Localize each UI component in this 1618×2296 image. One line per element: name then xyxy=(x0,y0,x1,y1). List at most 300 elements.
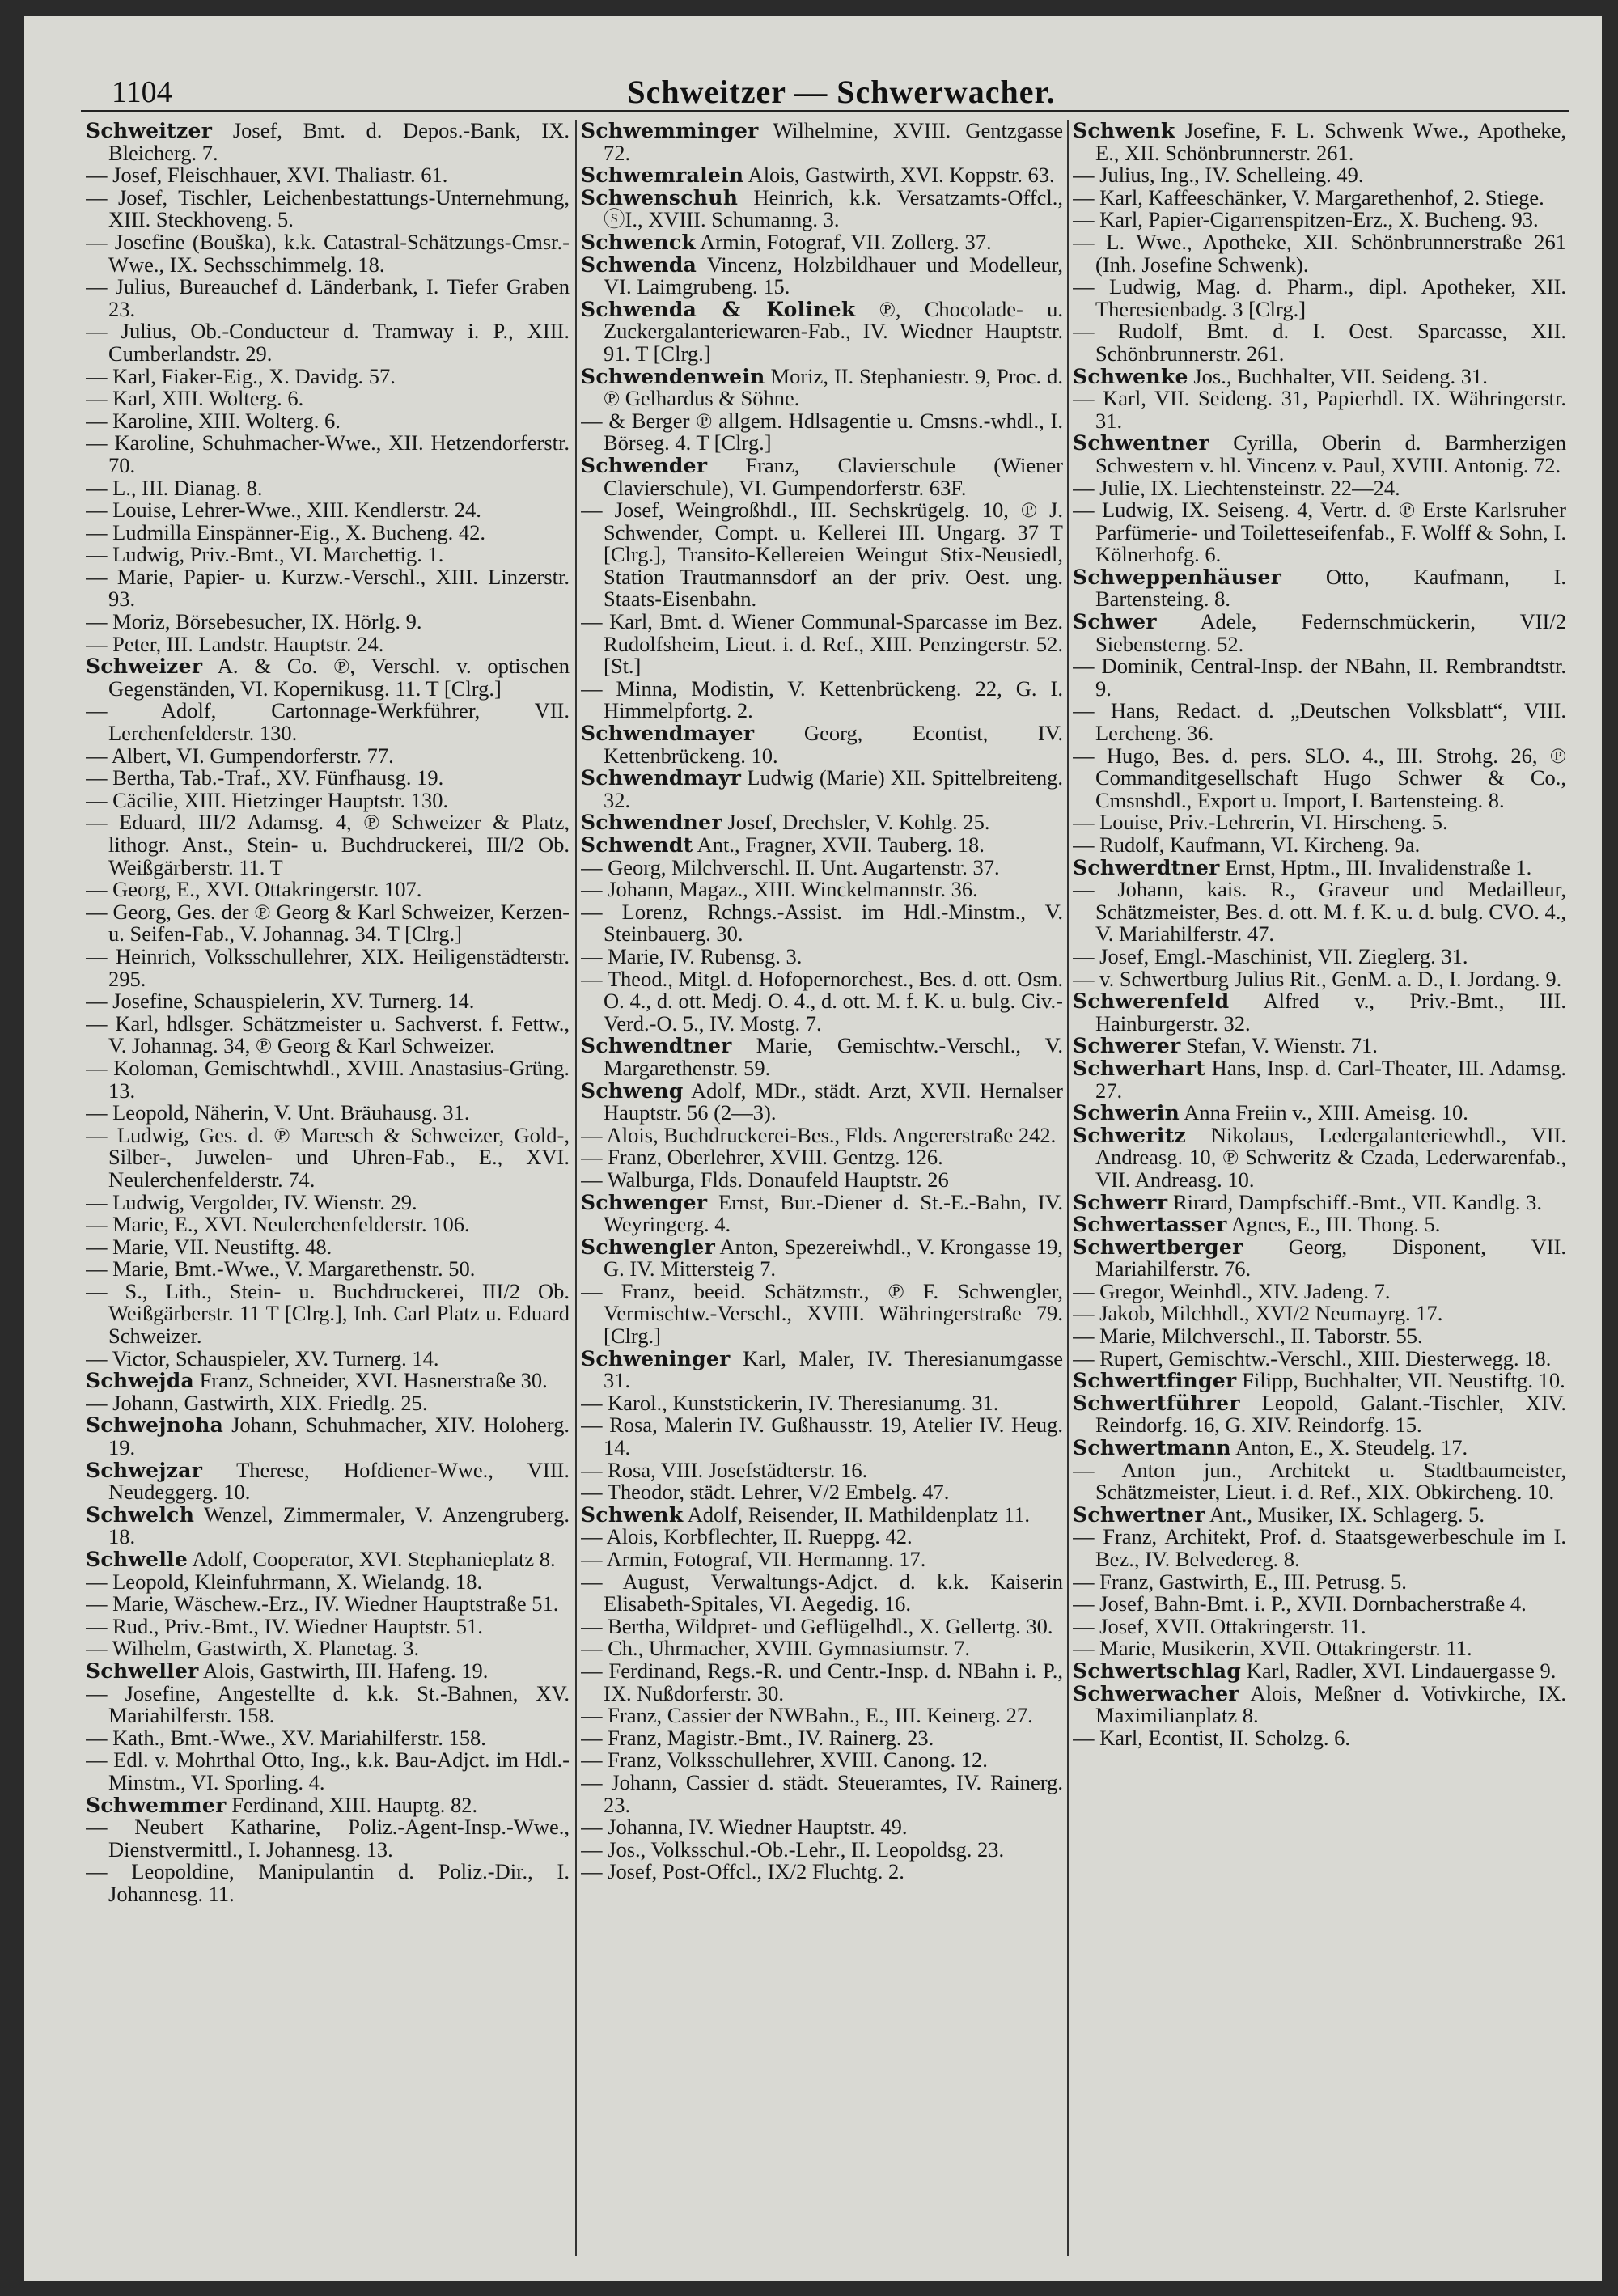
entry-details: Alfred v., Priv.-Bmt., III. Hainburgerstr. 32. xyxy=(1095,989,1566,1036)
entry-details: — v. Schwertburg Julius Rit., GenM. a. D., I. Jordang. 9. xyxy=(1073,966,1562,991)
entry-details: Armin, Fotograf, VII. Zollerg. 37. xyxy=(696,229,992,254)
entry-details: — Bertha, Tab.-Traf., XV. Fünfhausg. 19. xyxy=(86,765,444,790)
entry-details: Adolf, Reisender, II. Mathildenplatz 11. xyxy=(683,1502,1030,1527)
directory-entry xyxy=(581,1146,1063,1169)
entry-details: — S., Lith., Stein- u. Buchdruckerei, III/2 Ob. Weißgärberstr. 11 T [Clrg.], Inh. Carl Platz u. Eduard Schweizer. xyxy=(86,1278,570,1349)
entry-surname: Schwendner xyxy=(581,811,722,835)
entry-details: Wenzel, Zimmermaler, V. Anzengruberg. 18. xyxy=(108,1502,570,1549)
entry-details: Ant., Fragner, XVII. Tauberg. 18. xyxy=(693,832,985,857)
entry-details: — Minna, Modistin, V. Kettenbrückeng. 22, G. I. Himmelpfortg. 2. xyxy=(581,676,1063,723)
entry-details: — Gregor, Weinhdl., XIV. Jadeng. 7. xyxy=(1073,1278,1391,1303)
entry-details: — Josef, Weingroßhdl., III. Sechskrügelg. 10, ℗ J. Schwender, Compt. u. Kellerei III. Ungarg. 37 T [Clrg.], Transito-Kellereien Weingut Stix-Neusiedl, Station Trautmannsdorf an der priv. Oest. ung. Staats-Eisenbahn. xyxy=(581,498,1063,612)
entry-surname: Schweppenhäuser xyxy=(1073,565,1282,589)
entry-details: Nikolaus, Ledergalanteriewhdl., VII. Andreasg. 10, ℗ Schweritz & Czada, Lederwarenfab., VII. Andreasg. 10. xyxy=(1095,1122,1566,1192)
entry-details: — Marie, E., XVI. Neulerchenfelderstr. 106. xyxy=(86,1212,470,1237)
entry-details: Vincenz, Holzbildhauer und Modelleur, VI. Laimgrubeng. 15. xyxy=(604,252,1063,299)
entry-surname: Schwerin xyxy=(1073,1101,1180,1125)
directory-entry xyxy=(86,1278,570,1349)
entry-surname: Schwenke xyxy=(1073,364,1188,388)
directory-entry xyxy=(86,1414,570,1459)
directory-entry xyxy=(581,1705,1063,1727)
entry-details: — Ferdinand, Regs.-R. und Centr.-Insp. d. NBahn i. P., IX. Nußdorferstr. 30. xyxy=(581,1658,1063,1705)
entry-surname: Schwenger xyxy=(581,1190,708,1214)
entry-details: — Julie, IX. Liechtensteinstr. 22—24. xyxy=(1073,475,1400,500)
directory-entry xyxy=(86,184,570,232)
entry-details: — Georg, E., XVI. Ottakringerstr. 107. xyxy=(86,877,422,902)
directory-entry xyxy=(581,1749,1063,1772)
entry-details: — Neubert Katharine, Poliz.-Agent-Insp.-Wwe., Dienstvermittl., I. Johannesg. 13. xyxy=(86,1815,570,1862)
entry-details: — Georg, Ges. der ℗ Georg & Karl Schweizer, Kerzen- u. Seifen-Fab., V. Johannag. 34. T [Clrg.] xyxy=(86,899,570,947)
directory-entry xyxy=(1073,1035,1566,1057)
directory-entry xyxy=(1073,1278,1566,1303)
directory-entry xyxy=(86,1102,570,1125)
entry-details: — Josefine, Angestellte d. k.k. St.-Bahnen, XV. Mariahilferstr. 158. xyxy=(86,1680,570,1728)
entry-details: Agnes, E., III. Thong. 5. xyxy=(1226,1212,1441,1237)
page-title: Schweitzer — Schwerwacher. xyxy=(627,74,1056,110)
directory-entry xyxy=(581,1836,1063,1862)
entry-details: — Leopold, Näherin, V. Unt. Bräuhausg. 31. xyxy=(86,1100,470,1125)
directory-entry xyxy=(581,611,1063,678)
entry-details: — Julius, Ing., IV. Schelleing. 49. xyxy=(1073,163,1364,188)
entry-details: — Josef, Fleischhauer, XVI. Thaliastr. 61. xyxy=(86,163,448,188)
entry-surname: Schwemralein xyxy=(581,163,744,188)
entry-details: — Marie, IV. Rubensg. 3. xyxy=(581,943,803,968)
entry-details: — Franz, Oberlehrer, XVIII. Gentzg. 126. xyxy=(581,1145,943,1170)
entry-surname: Schwenk xyxy=(1073,120,1175,142)
directory-entry xyxy=(1073,209,1566,231)
entry-surname: Schwerdtner xyxy=(1073,855,1220,879)
directory-entry xyxy=(1073,990,1566,1035)
entry-surname: Schwendmayr xyxy=(581,766,742,790)
directory-entry xyxy=(86,1613,570,1638)
directory-entry xyxy=(1073,1392,1566,1437)
entry-details: — Bertha, Wildpret- und Geflügelhdl., X. Gellertg. 30. xyxy=(581,1613,1053,1638)
entry-details: Ludwig (Marie) XII. Spittelbreiteng. 32. xyxy=(604,765,1063,812)
column-1 xyxy=(86,120,570,2256)
entry-details: — Johann, Magaz., XIII. Winckelmannstr. 36. xyxy=(581,877,978,902)
directory-entry xyxy=(86,611,570,633)
directory-entry xyxy=(581,1637,1063,1660)
entry-details: — Karl, Papier-Cigarrenspitzen-Erz., X. Bucheng. 93. xyxy=(1073,207,1539,232)
directory-entry xyxy=(86,1794,570,1817)
directory-entry xyxy=(1073,1593,1566,1616)
directory-entry xyxy=(581,1660,1063,1705)
entry-details: — Johann, Cassier d. städt. Steueramtes, IV. Rainerg. 23. xyxy=(581,1769,1063,1817)
directory-entry xyxy=(86,231,570,276)
entry-details: — Marie, Milchverschl., II. Taborstr. 55. xyxy=(1073,1324,1423,1349)
entry-details: — Karoline, XIII. Wolterg. 6. xyxy=(86,408,341,433)
directory-entry xyxy=(86,1392,570,1415)
directory-entry xyxy=(86,1459,570,1504)
entry-details: Cyrilla, Oberin d. Barmherzigen Schwestern v. hl. Vincenz v. Paul, XVIII. Antonig. 72. xyxy=(1095,430,1566,477)
entry-surname: Schwerenfeld xyxy=(1073,989,1230,1014)
directory-entry xyxy=(86,745,570,768)
entry-surname: Schwertner xyxy=(1073,1502,1205,1527)
directory-entry xyxy=(581,1080,1063,1125)
directory-entry xyxy=(86,901,570,946)
directory-entry xyxy=(1073,943,1566,968)
directory-entry xyxy=(86,410,570,433)
directory-entry xyxy=(581,1236,1063,1281)
entry-details: — L. Wwe., Apotheke, XII. Schönbrunnerstraße 261 (Inh. Josefine Schwenk). xyxy=(1073,229,1566,277)
directory-entry xyxy=(581,1459,1063,1482)
directory-entry xyxy=(1073,854,1566,879)
entry-surname: Schwenda xyxy=(581,252,697,277)
directory-entry xyxy=(86,1010,570,1058)
directory-entry xyxy=(1073,655,1566,700)
entry-details: — Heinrich, Volksschullehrer, XIX. Heiligenstädterstr. 295. xyxy=(86,943,570,991)
directory-entry xyxy=(86,1749,570,1794)
directory-entry xyxy=(1073,1504,1566,1527)
entry-details: — August, Verwaltungs-Adjct. d. k.k. Kaiserin Elisabeth-Spitales, VI. Aegedig. 16. xyxy=(581,1569,1063,1616)
directory-entry xyxy=(86,655,570,700)
directory-entry xyxy=(86,767,570,790)
entry-details: — Adolf, Cartonnage-Werkführer, VII. Lerchenfelderstr. 130. xyxy=(86,698,570,746)
directory-entry xyxy=(86,477,570,500)
directory-entry xyxy=(1073,745,1566,812)
entry-surname: Schwengler xyxy=(581,1235,716,1259)
directory-entry xyxy=(581,1526,1063,1548)
entry-details: Hans, Insp. d. Carl-Theater, III. Adamsg. 27. xyxy=(1095,1055,1566,1103)
entry-details: — Eduard, III/2 Adamsg. 4, ℗ Schweizer & Platz, lithogr. Anst., Stein- u. Buchdruckerei, III/2 Ob. Weißgärberstr. 11. T xyxy=(86,810,570,879)
page-number: 1104 xyxy=(112,75,172,109)
directory-entry xyxy=(86,1680,570,1728)
directory-entry xyxy=(1073,184,1566,210)
directory-entry xyxy=(581,1504,1063,1527)
entry-details: — Rosa, Malerin IV. Gußhausstr. 19, Atelier IV. Heug. 14. xyxy=(581,1413,1063,1460)
directory-entry xyxy=(581,499,1063,611)
entry-details: Johann, Schuhmacher, XIV. Holoherg. 19. xyxy=(108,1413,570,1460)
directory-entry xyxy=(86,499,570,522)
entry-details: — Hugo, Bes. d. pers. SLO. 4., III. Strohg. 26, ℗ Commanditgesellschaft Hugo Schwer & Co., Cmsnshdl., Export u. Import, I. Bartensteing. 8. xyxy=(1073,743,1566,812)
directory-entry xyxy=(581,120,1063,164)
directory-entry xyxy=(1073,566,1566,611)
entry-surname: Schwejda xyxy=(86,1369,195,1393)
directory-entry xyxy=(86,1548,570,1571)
entry-details: Ernst, Bur.-Diener d. St.-E.-Bahn, IV. Weyringerg. 4. xyxy=(604,1189,1063,1237)
entry-details: — Edl. v. Mohrthal Otto, Ing., k.k. Bau-Adjct. im Hdl.-Minstm., VI. Sporling. 4. xyxy=(86,1747,570,1794)
entry-details: — Ludwig, Ges. d. ℗ Maresch & Schweizer, Gold-, Silber-, Juwelen- und Uhren-Fab., E., XVI. Neulerchenfelderstr. 74. xyxy=(86,1122,570,1192)
entry-surname: Schwertschlag xyxy=(1073,1658,1242,1683)
directory-entry xyxy=(86,1057,570,1102)
entry-details: Georg, Disponent, VII. Mariahilferstr. 76. xyxy=(1095,1234,1566,1281)
entry-details: — Dominik, Central-Insp. der NBahn, II. Rembrandtstr. 9. xyxy=(1073,654,1566,701)
entry-details: Moriz, II. Stephaniestr. 9, Proc. d. ℗ Gelhardus & Söhne. xyxy=(604,363,1063,411)
entry-surname: Schweng xyxy=(581,1078,684,1103)
directory-entry xyxy=(86,1861,570,1905)
entry-surname: Schwertfinger xyxy=(1073,1369,1237,1393)
directory-entry xyxy=(1073,120,1566,164)
entry-details: — Karoline, Schuhmacher-Wwe., XII. Hetzendorferstr. 70. xyxy=(86,430,570,477)
directory-entry xyxy=(581,1727,1063,1750)
directory-entry xyxy=(86,943,570,991)
entry-details: — Karol., Kunststickerin, IV. Theresianumg. 31. xyxy=(581,1390,999,1415)
directory-entry xyxy=(1073,388,1566,432)
directory-entry xyxy=(581,1414,1063,1459)
entry-details: — Rudolf, Bmt. d. I. Oest. Sparcasse, XII. Schönbrunnerstr. 261. xyxy=(1073,319,1566,366)
directory-entry xyxy=(581,296,1063,366)
directory-entry xyxy=(86,363,570,388)
directory-entry xyxy=(86,1122,570,1192)
directory-entry xyxy=(581,1345,1063,1393)
entry-details: — Josef, XVII. Ottakringerstr. 11. xyxy=(1073,1613,1366,1638)
directory-entry xyxy=(581,184,1063,232)
directory-entry xyxy=(581,901,1063,946)
directory-entry xyxy=(581,879,1063,901)
directory-entry xyxy=(86,990,570,1013)
entry-details: — Karl, Fiaker-Eig., X. Davidg. 57. xyxy=(86,363,396,388)
entry-details: — Jakob, Milchhdl., XVI/2 Neumayrg. 17. xyxy=(1073,1301,1443,1326)
entry-details: Josef, Drechsler, V. Kohlg. 25. xyxy=(722,810,990,835)
entry-details: — Hans, Redact. d. „Deutschen Volksblatt“, VIII. Lercheng. 36. xyxy=(1073,698,1566,746)
directory-entry xyxy=(86,811,570,879)
directory-entry xyxy=(1073,611,1566,655)
entry-surname: Schwer xyxy=(1073,610,1157,634)
directory-entry xyxy=(1073,1437,1566,1459)
entry-details: Anna Freiin v., XIII. Ameisg. 10. xyxy=(1180,1100,1468,1125)
entry-surname: Schwejnoha xyxy=(86,1413,224,1438)
directory-entry xyxy=(1073,1727,1566,1750)
entry-surname: Schwerr xyxy=(1073,1190,1168,1214)
entry-details: — Josef, Tischler, Leichenbestattungs-Unternehmung, XIII. Steckhoveng. 5. xyxy=(86,184,570,232)
directory-entry xyxy=(1073,1660,1566,1683)
entry-details: Filipp, Buchhalter, VII. Neustiftg. 10. xyxy=(1236,1368,1565,1393)
directory-entry xyxy=(1073,1613,1566,1638)
column-3 xyxy=(1073,120,1566,2256)
entry-details: Ant., Musiker, IX. Schlagerg. 5. xyxy=(1205,1502,1485,1527)
entry-details: — Leopoldine, Manipulantin d. Poliz.-Dir., I. Johannesg. 11. xyxy=(86,1859,570,1906)
entry-details: — & Berger ℗ allgem. Hdlsagentie u. Cmsns.-whdl., I. Börseg. 4. T [Clrg.] xyxy=(581,408,1063,455)
entry-details: — Georg, Milchverschl. II. Unt. Augartenstr. 37. xyxy=(581,854,1000,879)
directory-entry xyxy=(86,787,570,812)
entry-details: — Josefine, Schauspielerin, XV. Turnerg. 14. xyxy=(86,989,475,1014)
entry-surname: Schweritz xyxy=(1073,1123,1186,1147)
directory-entry xyxy=(1073,700,1566,744)
directory-entry xyxy=(86,1504,570,1548)
entry-details: — Koloman, Gemischtwhdl., XVIII. Anastasius-Grüng. 13. xyxy=(86,1055,570,1103)
directory-entry xyxy=(86,1258,570,1281)
entry-details: Alois, Gastwirth, XVI. Koppstr. 63. xyxy=(743,163,1055,188)
directory-entry xyxy=(86,633,570,656)
directory-entry xyxy=(1073,1370,1566,1392)
directory-entry xyxy=(1073,1214,1566,1236)
directory-entry xyxy=(1073,499,1566,566)
entry-details: Stefan, V. Wienstr. 71. xyxy=(1180,1033,1378,1058)
entry-surname: Schweizer xyxy=(86,654,203,679)
entry-details: — Julius, Bureauchef d. Länderbank, I. Tiefer Graben 23. xyxy=(86,274,570,321)
entry-details: — Theod., Mitgl. d. Hofopernorchest., Bes. d. ott. Osm. O. 4., d. ott. Medj. O. 4., d. ott. M. f. K. u. bulg. Civ.-Verd.-O. 5., IV. Mostg. 7. xyxy=(581,966,1063,1036)
entry-surname: Schwender xyxy=(581,453,708,477)
entry-surname: Schwenda & Kolinek xyxy=(581,297,856,321)
directory-entry xyxy=(581,722,1063,767)
header-rule xyxy=(81,110,1569,112)
column-divider xyxy=(1067,120,1069,2256)
entry-details: — Armin, Fotograf, VII. Hermanng. 17. xyxy=(581,1547,926,1571)
entry-details: — Marie, Bmt.-Wwe., V. Margarethenstr. 50. xyxy=(86,1256,476,1281)
entry-details: — Johann, Gastwirth, XIX. Friedlg. 25. xyxy=(86,1390,428,1415)
entry-surname: Schwendmayer xyxy=(581,722,755,746)
entry-details: — Rudolf, Kaufmann, VI. Kircheng. 9a. xyxy=(1073,832,1421,857)
entry-details: — Karl, XIII. Wolterg. 6. xyxy=(86,386,304,411)
directory-entry xyxy=(581,1769,1063,1817)
directory-entry xyxy=(581,452,1063,500)
directory-entry xyxy=(581,1392,1063,1415)
entry-details: — Karl, Bmt. d. Wiener Communal-Sparcasse im Bez. Rudolfsheim, Lieut. i. d. Ref., XIII. Penzingerstr. 52. [St.] xyxy=(581,609,1063,679)
entry-details: — Theodor, städt. Lehrer, V/2 Embelg. 47. xyxy=(581,1480,950,1505)
entry-details: — Julius, Ob.-Conducteur d. Tramway i. P., XIII. Cumberlandstr. 29. xyxy=(86,319,570,366)
directory-entry xyxy=(86,1189,570,1214)
directory-entry xyxy=(86,1660,570,1683)
column-2 xyxy=(581,120,1063,2256)
entry-details: — Marie, Papier- u. Kurzw.-Verschl., XIII. Linzerstr. 93. xyxy=(86,564,570,612)
directory-entry xyxy=(86,1593,570,1616)
directory-entry xyxy=(581,1613,1063,1638)
entry-details: ℗, Chocolade- u. Zuckergalanteriewaren-Fab., IV. Wiedner Hauptstr. 91. T [Clrg.] xyxy=(604,296,1063,366)
entry-details: — Moriz, Börsebesucher, IX. Hörlg. 9. xyxy=(86,609,422,634)
directory-entry xyxy=(581,1189,1063,1237)
directory-entry xyxy=(86,1370,570,1392)
directory-entry xyxy=(1073,1102,1566,1125)
entry-details: Marie, Gemischtw.-Verschl., V. Margarethenstr. 59. xyxy=(604,1033,1063,1080)
entry-details: — Rupert, Gemischtw.-Verschl., XIII. Diesterwegg. 18. xyxy=(1073,1345,1552,1370)
directory-entry xyxy=(1073,1459,1566,1504)
entry-details: — Louise, Priv.-Lehrerin, VI. Hirscheng. 5. xyxy=(1073,810,1448,835)
entry-details: — Louise, Lehrer-Wwe., XIII. Kendlerstr. 24. xyxy=(86,498,481,523)
directory-entry xyxy=(1073,811,1566,834)
entry-details: — Franz, Cassier der NWBahn., E., III. Keinerg. 27. xyxy=(581,1703,1033,1728)
directory-entry xyxy=(86,120,570,164)
entry-details: Karl, Maler, IV. Theresianumgasse 31. xyxy=(604,1345,1063,1393)
entry-details: — Rud., Priv.-Bmt., IV. Wiedner Hauptstr. 51. xyxy=(86,1613,483,1638)
entry-surname: Schwemmer xyxy=(86,1793,227,1817)
directory-entry xyxy=(581,1548,1063,1571)
entry-surname: Schwendt xyxy=(581,833,693,857)
entry-details: Adolf, MDr., städt. Arzt, XVII. Hernalser Hauptstr. 56 (2—3). xyxy=(604,1078,1063,1125)
directory-entry xyxy=(1073,1680,1566,1728)
directory-entry xyxy=(1073,968,1566,991)
entry-surname: Schwenschuh xyxy=(581,185,739,210)
entry-details: — Leopold, Kleinfuhrmann, X. Wielandg. 18. xyxy=(86,1569,483,1594)
entry-surname: Schwejzar xyxy=(86,1458,203,1482)
directory-entry xyxy=(86,1727,570,1750)
directory-entry xyxy=(86,566,570,611)
entry-details: Franz, Schneider, XVI. Hasnerstraße 30. xyxy=(194,1368,548,1393)
directory-entry xyxy=(86,544,570,566)
entry-surname: Schwertberger xyxy=(1073,1235,1243,1259)
entry-details: A. & Co. ℗, Verschl. v. optischen Gegenständen, VI. Kopernikusg. 11. T [Clrg.] xyxy=(108,654,570,701)
directory-entry xyxy=(1073,1637,1566,1660)
directory-entry xyxy=(581,1816,1063,1839)
entry-details: — Marie, VII. Neustiftg. 48. xyxy=(86,1234,332,1259)
entry-surname: Schwerer xyxy=(1073,1034,1181,1058)
directory-entry xyxy=(1073,231,1566,276)
entry-details: — L., III. Dianag. 8. xyxy=(86,475,263,500)
directory-entry xyxy=(581,767,1063,811)
entry-details: Georg, Econtist, IV. Kettenbrückeng. 10. xyxy=(604,721,1063,768)
entry-surname: Schwelle xyxy=(86,1548,188,1571)
entry-surname: Schwenk xyxy=(581,1502,684,1527)
entry-details: Otto, Kaufmann, I. Bartensteing. 8. xyxy=(1095,564,1566,612)
directory-entry xyxy=(1073,1189,1566,1214)
entry-details: — Ludmilla Einspänner-Eig., X. Bucheng. 42. xyxy=(86,519,486,544)
directory-entry xyxy=(581,678,1063,722)
directory-entry xyxy=(86,164,570,187)
directory-entry xyxy=(1073,1345,1566,1370)
entry-details: — Peter, III. Landstr. Hauptstr. 24. xyxy=(86,631,384,656)
directory-entry xyxy=(1073,164,1566,187)
directory-entry xyxy=(581,1278,1063,1349)
entry-details: Ernst, Hptm., III. Invalidenstraße 1. xyxy=(1219,854,1532,879)
directory-entry xyxy=(1073,834,1566,857)
entry-surname: Schwenck xyxy=(581,230,696,254)
entry-details: — Marie, Musikerin, XVII. Ottakringerstr. 11. xyxy=(1073,1636,1472,1661)
directory-entry xyxy=(1073,1571,1566,1594)
directory-entry xyxy=(581,1861,1063,1883)
entry-details: Leopold, Galant.-Tischler, XIV. Reindorfg. 16, G. XIV. Reindorfg. 15. xyxy=(1095,1390,1566,1438)
entry-details: — Karl, VII. Seideng. 31, Papierhdl. IX. Währingerstr. 31. xyxy=(1073,386,1566,433)
entry-details: Adele, Federnschmückerin, VII/2 Siebensterng. 52. xyxy=(1095,609,1566,656)
directory-entry xyxy=(86,1345,570,1370)
directory-entry xyxy=(581,1481,1063,1504)
entry-details: — Ludwig, IX. Seiseng. 4, Vertr. d. ℗ Erste Karlsruher Parfümerie- und Toiletteseifenfab., F. Wolff & Sohn, I. Kölnerhofg. 6. xyxy=(1073,498,1566,567)
directory-entry xyxy=(1073,1303,1566,1325)
entry-details: Heinrich, k.k. Versatzamts-Offcl., ⓢI., XVIII. Schumanng. 3. xyxy=(604,184,1063,232)
entry-details: — Ludwig, Vergolder, IV. Wienstr. 29. xyxy=(86,1189,417,1214)
entry-details: Franz, Clavierschule (Wiener Clavierschule), VI. Gumpendorferstr. 63F. xyxy=(604,452,1063,500)
directory-entry xyxy=(86,879,570,901)
directory-entry xyxy=(86,1571,570,1594)
entry-details: — Alois, Buchdruckerei-Bes., Flds. Angererstraße 242. xyxy=(581,1122,1057,1147)
directory-entry xyxy=(581,1571,1063,1616)
entry-details: Anton, Spezereiwhdl., V. Krongasse 19, G. IV. Mittersteig 7. xyxy=(604,1234,1063,1281)
directory-entry xyxy=(1073,477,1566,500)
entry-details: — Ludwig, Priv.-Bmt., VI. Marchettig. 1. xyxy=(86,542,444,567)
directory-entry xyxy=(581,164,1063,187)
entry-details: — Alois, Korbflechter, II. Rueppg. 42. xyxy=(581,1524,913,1549)
entry-details: Anton, E., X. Steudelg. 17. xyxy=(1230,1435,1468,1460)
directory-entry xyxy=(86,276,570,320)
entry-details: Jos., Buchhalter, VII. Seideng. 31. xyxy=(1188,363,1488,388)
column-divider xyxy=(575,120,577,2256)
directory-entry xyxy=(581,363,1063,411)
directory-entry xyxy=(86,1214,570,1236)
entry-surname: Schwelch xyxy=(86,1502,195,1527)
entry-details: Adolf, Cooperator, XVI. Stephanieplatz 8. xyxy=(188,1547,556,1571)
entry-surname: Schwertmann xyxy=(1073,1436,1231,1460)
entry-surname: Schweninger xyxy=(581,1346,731,1370)
entry-surname: Schwendtner xyxy=(581,1034,732,1058)
entry-details: — Josef, Post-Offcl., IX/2 Fluchtg. 2. xyxy=(581,1859,904,1884)
directory-entry xyxy=(581,1035,1063,1079)
entry-details: Karl, Radler, XVI. Lindauergasse 9. xyxy=(1241,1658,1557,1683)
entry-details: — Josef, Bahn-Bmt. i. P., XVII. Dornbacherstraße 4. xyxy=(1073,1591,1527,1616)
entry-details: Josef, Bmt. d. Depos.-Bank, IX. Bleicherg. 7. xyxy=(108,120,570,165)
entry-surname: Schwerhart xyxy=(1073,1056,1206,1080)
entry-details: — Albert, VI. Gumpendorferstr. 77. xyxy=(86,743,394,768)
entry-details: — Lorenz, Rchngs.-Assist. im Hdl.-Minstm., V. Steinbauerg. 30. xyxy=(581,899,1063,947)
directory-entry xyxy=(86,519,570,544)
entry-details: — Victor, Schauspieler, XV. Turnerg. 14. xyxy=(86,1345,439,1370)
directory-entry xyxy=(1073,432,1566,477)
directory-entry xyxy=(86,1637,570,1660)
directory-entry xyxy=(581,968,1063,1036)
entry-details: — Walburga, Flds. Donaufeld Hauptstr. 26 xyxy=(581,1167,949,1192)
directory-entry xyxy=(1073,363,1566,388)
entry-details: Therese, Hofdiener-Wwe., VIII. Neudeggerg. 10. xyxy=(108,1457,570,1505)
entry-details: — Franz, Magistr.-Bmt., IV. Rainerg. 23. xyxy=(581,1725,934,1750)
entry-surname: Schwemminger xyxy=(581,120,759,142)
directory-entry xyxy=(86,388,570,410)
